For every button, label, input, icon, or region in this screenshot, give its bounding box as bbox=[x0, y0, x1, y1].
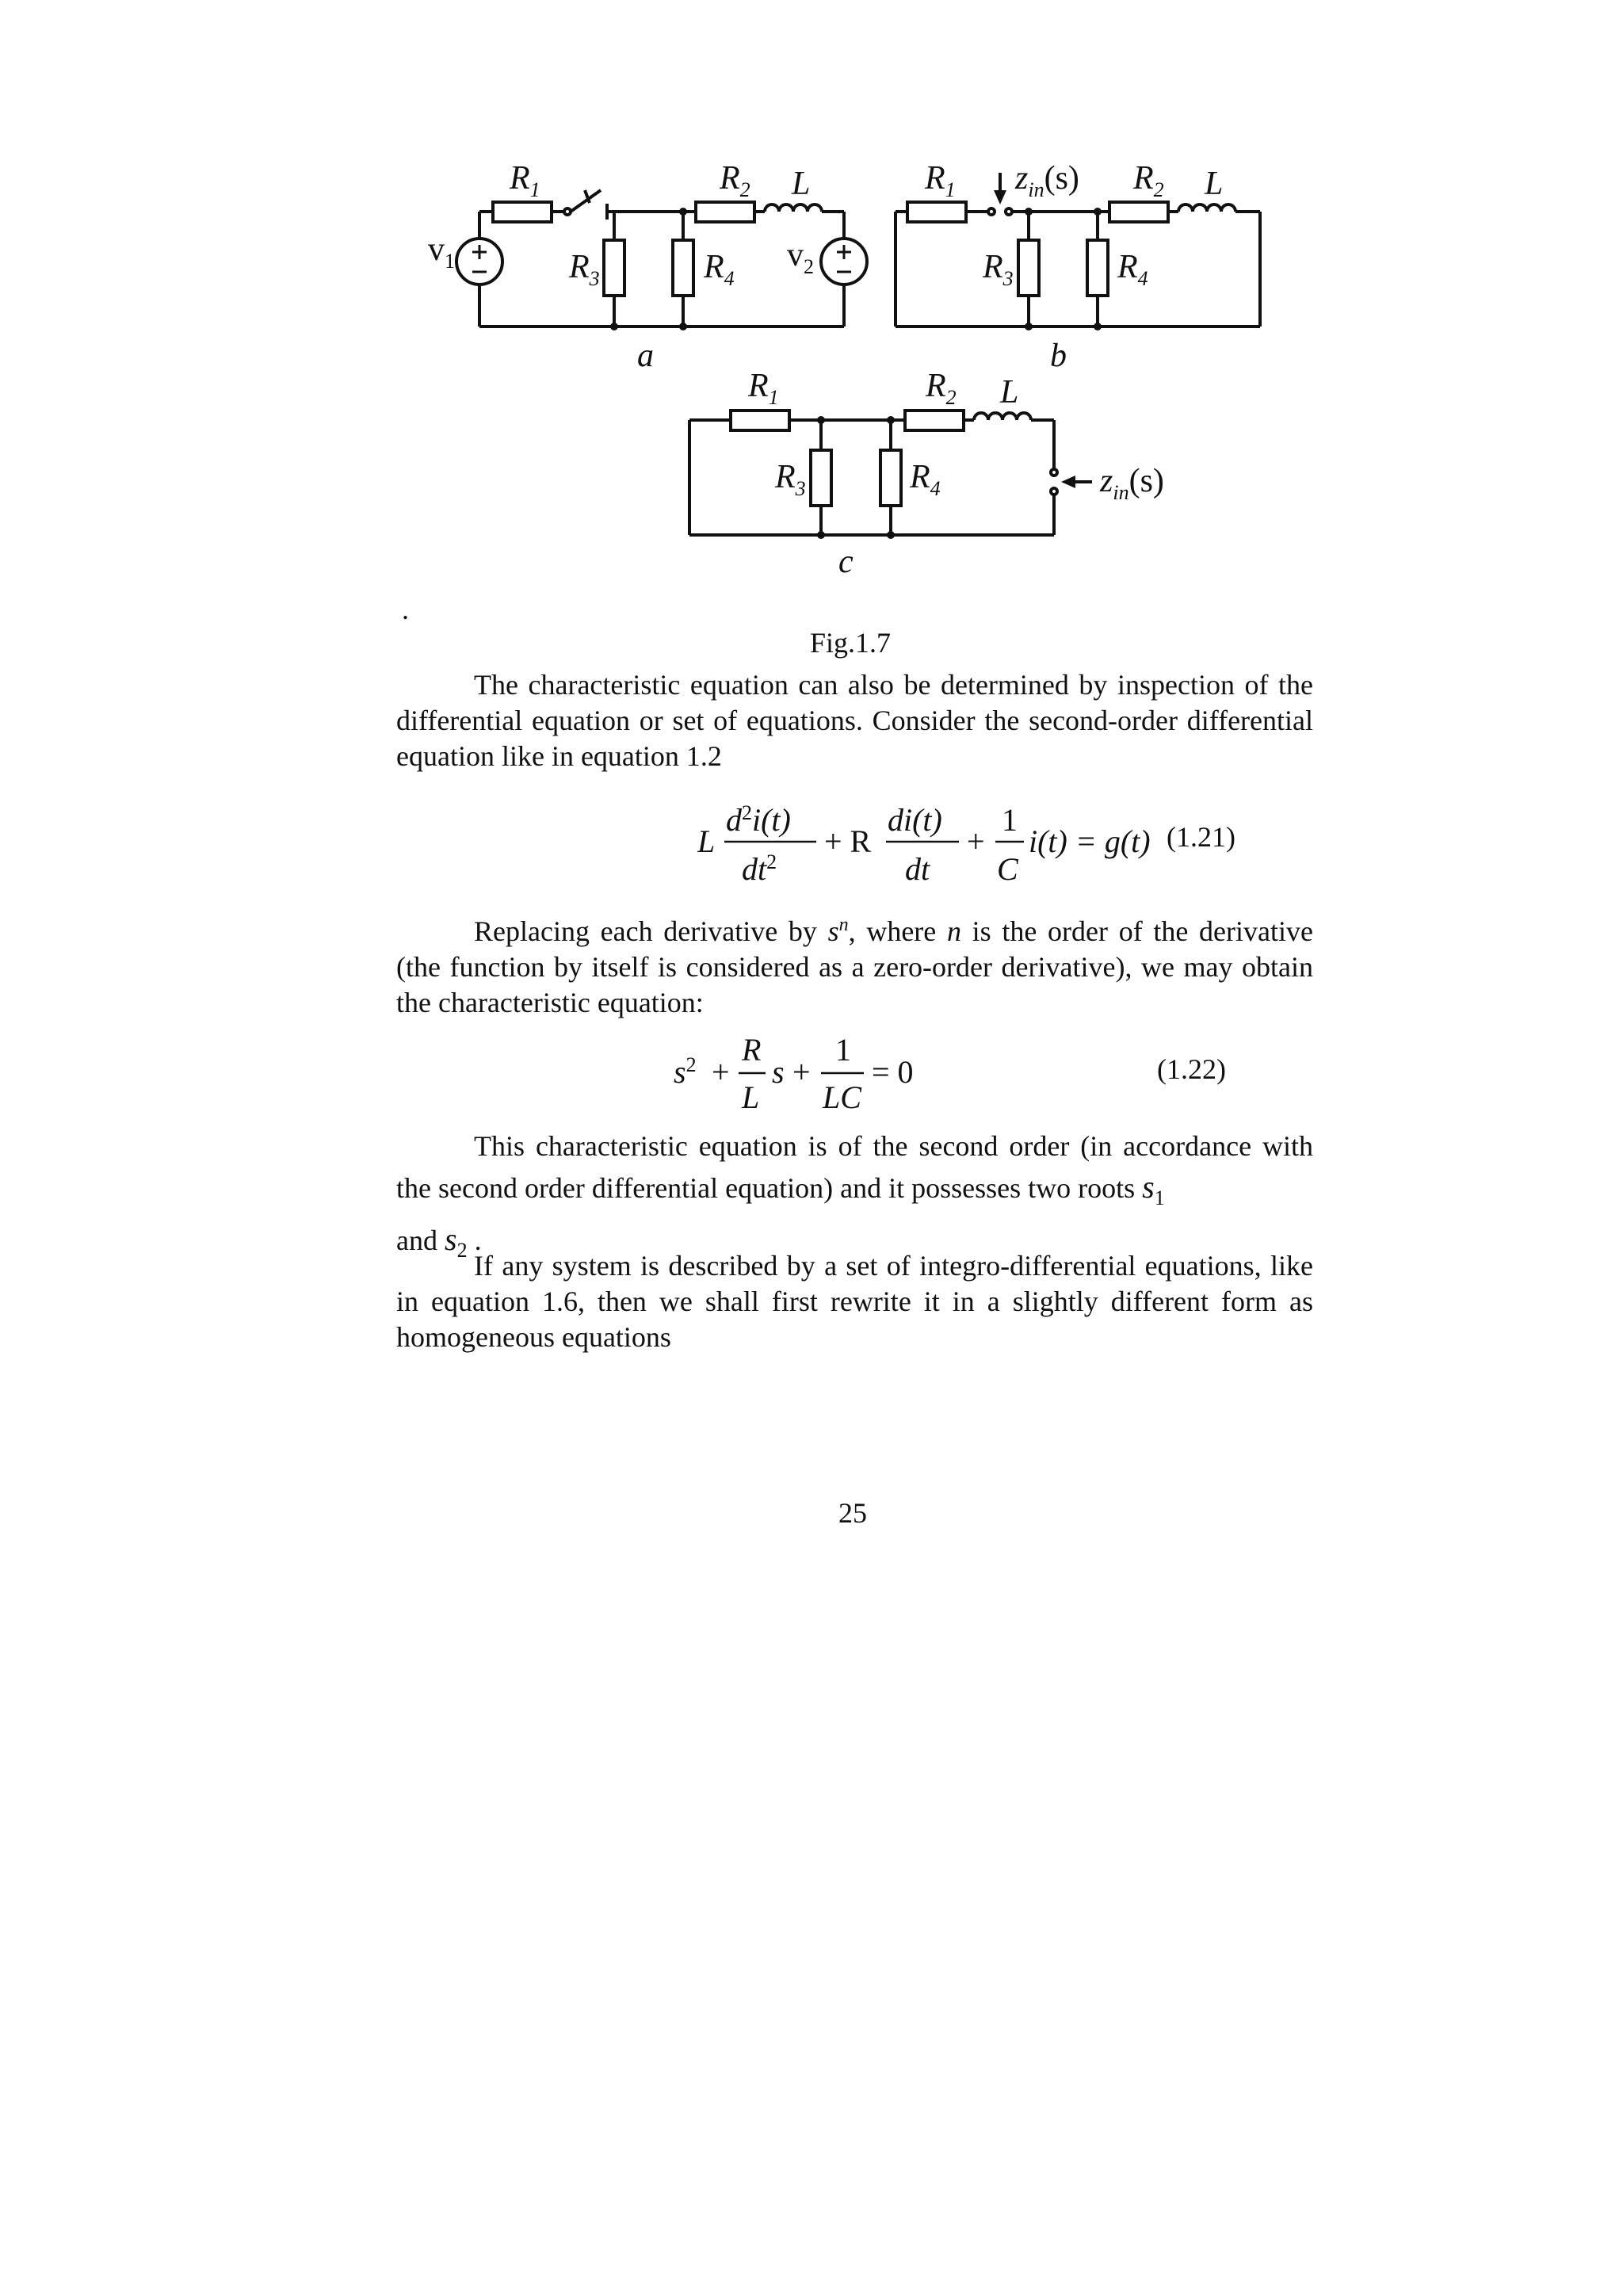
page-number: 25 bbox=[838, 1497, 867, 1529]
label-l-b: L bbox=[1205, 166, 1224, 202]
svg-text:1: 1 bbox=[835, 1032, 851, 1068]
svg-text:+ R: + R bbox=[824, 823, 872, 859]
label-r4-b: $R_4$ bbox=[1117, 249, 1148, 290]
svg-text:L: L bbox=[742, 1079, 760, 1115]
label-r1-a: $R_1$ bbox=[510, 160, 540, 201]
svg-text:d2i(t): $d^2i(t)$ bbox=[726, 801, 791, 838]
resistor-r4-b bbox=[1087, 240, 1108, 296]
label-r4-c: $R_4$ bbox=[910, 459, 941, 500]
resistor-r2-a bbox=[696, 202, 754, 222]
inductor-l-a bbox=[765, 204, 822, 212]
resistor-r4-c bbox=[880, 450, 901, 506]
paragraph-4: If any system is described by a set of integro-differential equations, like in equation 1.6, then we shall first rewrite it in a slightly different form as homogeneous equations bbox=[396, 1250, 1313, 1353]
resistor-r2-b bbox=[1109, 202, 1168, 222]
inductor-l-c bbox=[974, 413, 1031, 420]
circuit-c bbox=[689, 411, 1092, 535]
equation-1-22 bbox=[674, 1029, 1006, 1124]
label-v2: $v_2$ bbox=[787, 237, 814, 278]
label-l-a: L bbox=[792, 166, 811, 202]
paragraph-1: The characteristic equation can also be determined by inspection of the differential equation or set of equations. Consider the second-order differential equation like in equation 1.2 bbox=[396, 669, 1313, 772]
svg-text:1: 1 bbox=[1002, 802, 1018, 838]
label-r3-b: $R_3$ bbox=[983, 249, 1014, 290]
subfig-label-a: a bbox=[637, 338, 654, 374]
switch-a bbox=[564, 208, 571, 215]
resistor-r4-a bbox=[673, 240, 693, 296]
resistor-r3-a bbox=[604, 240, 624, 296]
svg-text:di(t): di(t) bbox=[888, 802, 942, 838]
resistor-r1-b bbox=[907, 202, 966, 222]
svg-text:= 0: = 0 bbox=[872, 1054, 914, 1090]
subfig-label-b: b bbox=[1050, 338, 1067, 374]
svg-text:dt2: $dt^2$ bbox=[742, 850, 777, 887]
label-l-c: L bbox=[1000, 374, 1019, 411]
stray-dot: . bbox=[402, 594, 409, 625]
label-r4-a: $R_4$ bbox=[704, 249, 735, 290]
svg-text:+: + bbox=[792, 1054, 811, 1090]
svg-text:dt: dt bbox=[905, 851, 930, 887]
resistor-r2-c bbox=[905, 411, 964, 430]
label-r1-b: $R_1$ bbox=[925, 160, 956, 201]
svg-text:R: R bbox=[742, 1032, 762, 1068]
paragraph-3: This characteristic equation is of the second order (in accordance with the second order differential equation) and it possesses two roots $s_1$ and $s_2$ . bbox=[396, 1130, 1313, 1262]
label-r2-c: $R_2$ bbox=[926, 368, 957, 409]
equation-1-21 bbox=[697, 793, 1331, 896]
label-r2-b: $R_2$ bbox=[1133, 160, 1164, 201]
resistor-r1-a bbox=[493, 202, 552, 222]
svg-text:L: L bbox=[697, 823, 716, 859]
label-v1: $v_1$ bbox=[428, 231, 455, 273]
inductor-l-b bbox=[1178, 204, 1235, 212]
svg-text:LC: LC bbox=[823, 1079, 861, 1115]
resistor-r3-b bbox=[1018, 240, 1039, 296]
resistor-r1-c bbox=[731, 411, 789, 430]
paragraph-2: Replacing each derivative by $s^n$, where n is the order of the derivative (the function by itself is considered as a zero-order derivative), we may obtain the characteristic equation: bbox=[396, 915, 1313, 1018]
label-r2-a: $R_2$ bbox=[720, 160, 750, 201]
svg-text:C: C bbox=[997, 851, 1018, 887]
svg-text:+: + bbox=[712, 1054, 730, 1090]
svg-text:s2: $s^2$ bbox=[674, 1053, 697, 1090]
label-r3-c: $R_3$ bbox=[775, 459, 806, 500]
subfig-label-c: c bbox=[838, 544, 854, 580]
svg-text:+: + bbox=[967, 823, 985, 859]
equation-number-1-21: (1.21) bbox=[1167, 821, 1235, 853]
svg-text:s: s bbox=[772, 1054, 785, 1090]
figure-1-7-circuits bbox=[0, 0, 1623, 602]
label-zin-b: $z_{in}(s)$ bbox=[1015, 160, 1079, 201]
label-r3-a: $R_3$ bbox=[569, 249, 600, 290]
figure-caption: Fig.1.7 bbox=[810, 627, 892, 659]
resistor-r3-c bbox=[811, 450, 831, 506]
svg-text:i(t) = g(t): i(t) = g(t) bbox=[1029, 823, 1151, 859]
label-zin-c: $z_{in}(s)$ bbox=[1100, 463, 1164, 504]
label-r1-c: $R_1$ bbox=[748, 368, 779, 409]
equation-number-1-22: (1.22) bbox=[1157, 1053, 1226, 1085]
